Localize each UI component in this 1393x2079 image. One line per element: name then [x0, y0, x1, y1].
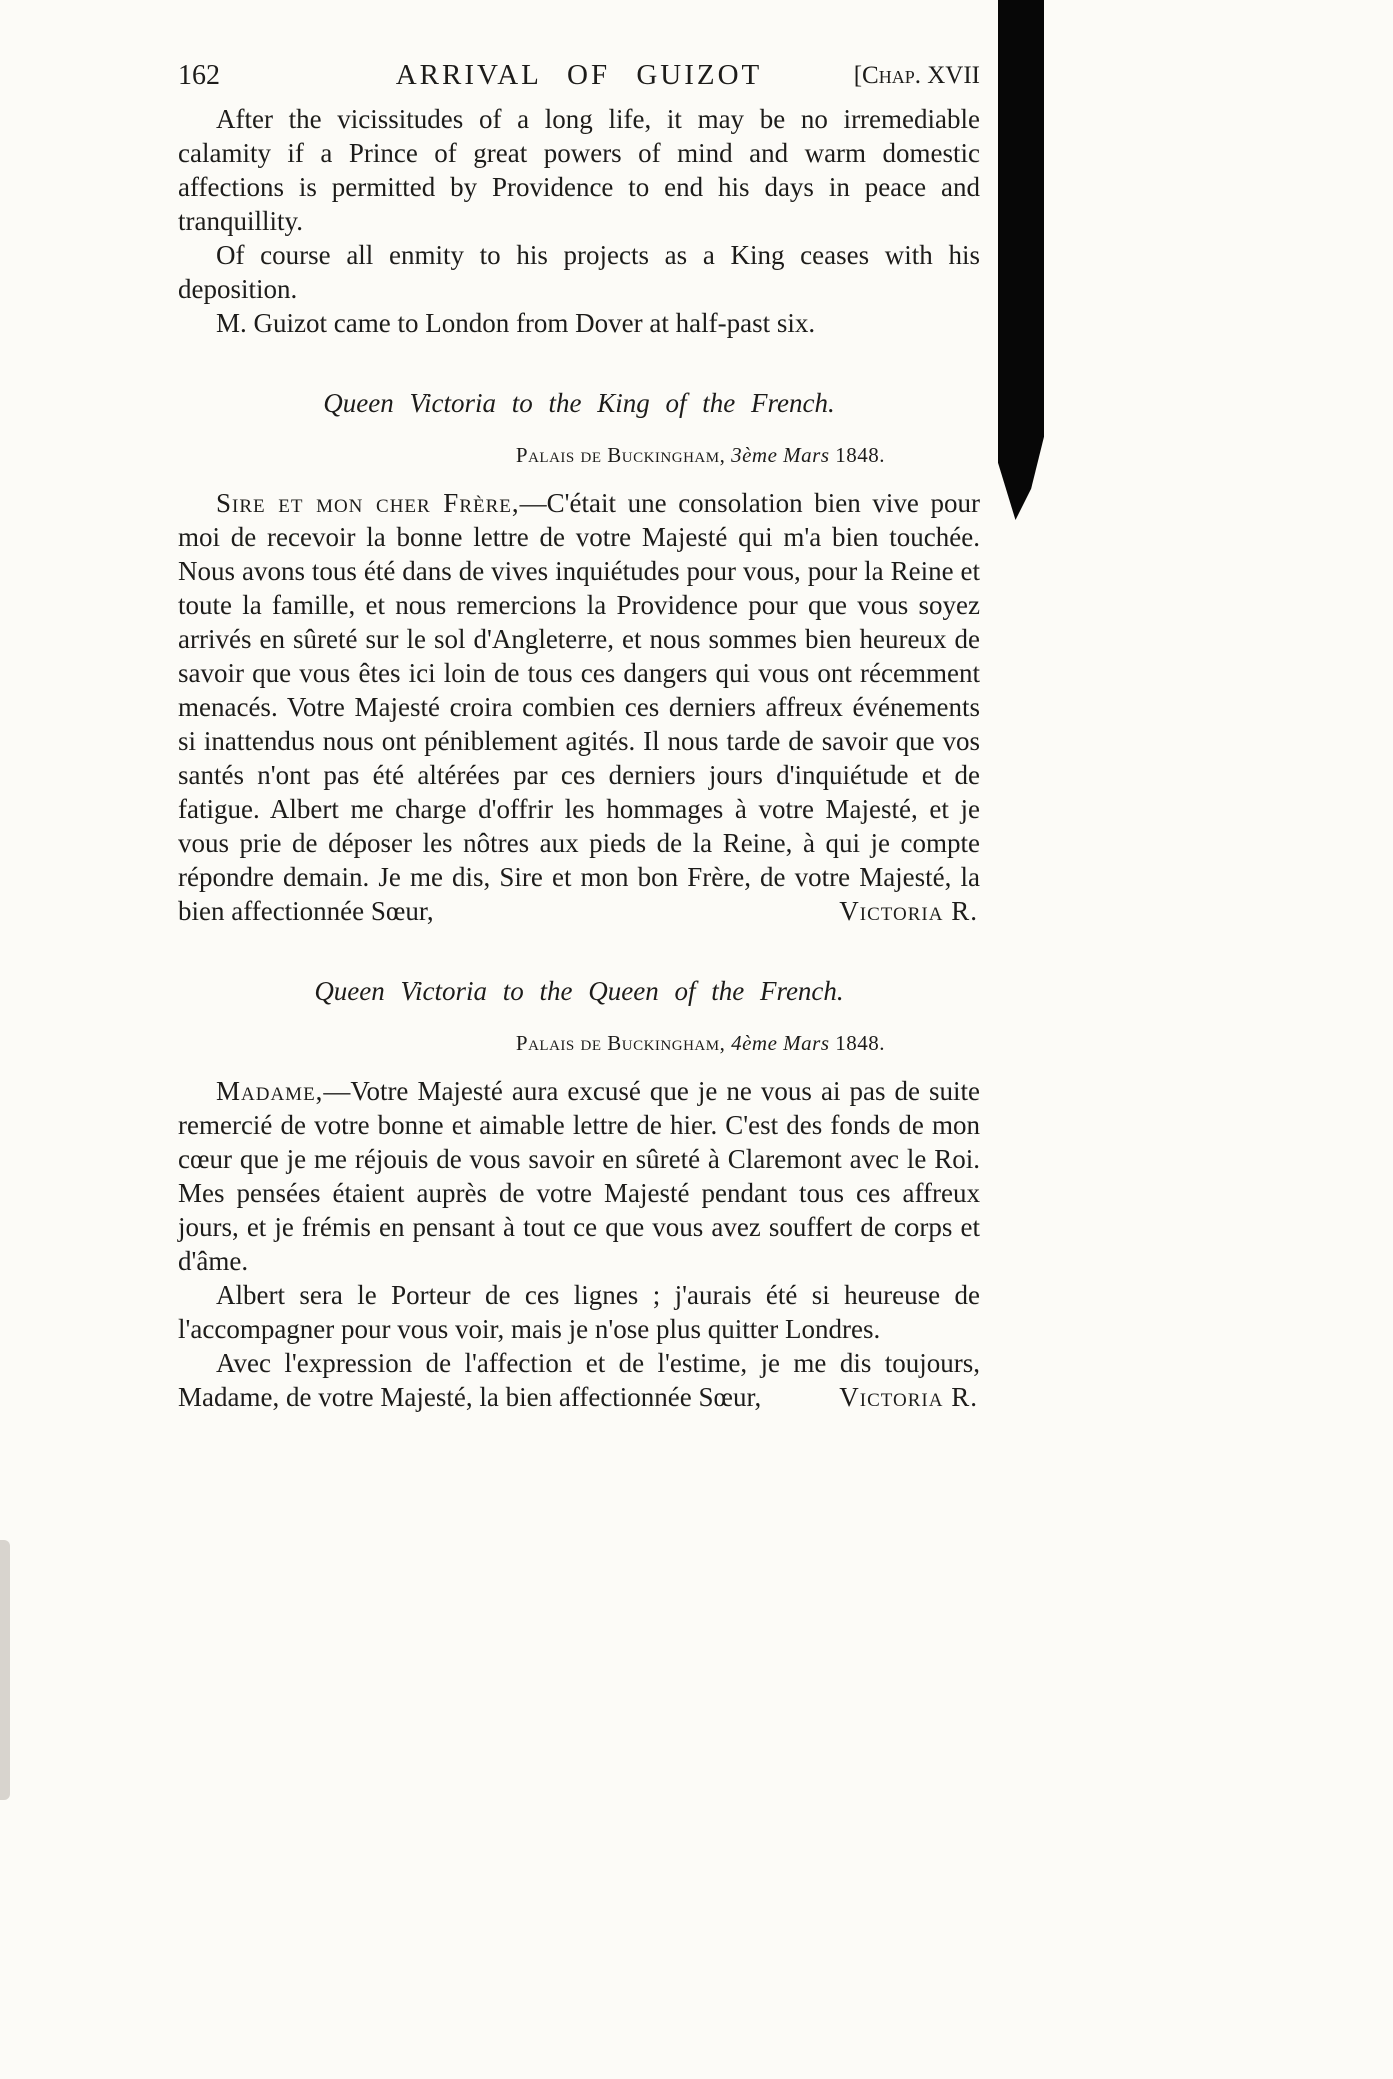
letter2-text-1: —Votre Majesté aura excusé que je ne vous ai pas de suite remercié de votre bonne et aimable lettre de hier. C'est des fonds de mon cœur que je me réjouis de vous savoir en sûreté à Claremont avec le Roi. Mes pensées étaient auprès de votre Majesté pendant tous ces affreux jours, et je frémis en pensant à tout ce que vous avez souffert de corps et d'âme. [178, 1076, 980, 1276]
letter1-heading: Queen Victoria to the King of the French. [323, 388, 835, 418]
letter1-dateline-date: 3ème Mars [731, 443, 830, 467]
letter2-paragraph-2: Albert sera le Porteur de ces lignes ; j'aurais été si heureuse de l'accompagner pour vous voir, mais je n'ose plus quitter Londres. [178, 1280, 980, 1344]
letter2-heading: Queen Victoria to the Queen of the French. [314, 976, 844, 1006]
letter1-signature: Victoria R. [839, 896, 978, 926]
letter1-dateline-year: 1848. [835, 443, 885, 467]
letter1-salutation: Sire et mon cher Frère, [216, 488, 520, 518]
intro-paragraph-2: Of course all enmity to his projects as a King ceases with his deposition. [178, 240, 980, 304]
letter1-text: —C'était une consolation bien vive pour moi de recevoir la bonne lettre de votre Majesté qui m'a bien touchée. Nous avons tous été dans de vives inquiétudes pour vous, pour la Reine et toute la famille, et nous remercions la Providence pour que vous soyez arrivés en sûreté sur le sol d'Angleterre, et nous sommes bien heureux de savoir que vous êtes ici loin de tous ces dangers qui vous ont récemment menacés. Votre Majesté croira combien ces derniers affreux événements si inattendus nous ont péniblement agités. Il nous tarde de savoir que vos santés n'ont pas été altérées par ces derniers jours d'inquiétude et de fatigue. Albert me charge d'offrir les hommages à votre Majesté, et je vous prie de déposer les nôtres aux pieds de la Reine, à qui je compte répondre demain. Je me dis, Sire et mon bon Frère, de votre Majesté, la bien affectionnée Sœur, [178, 488, 980, 926]
intro-paragraph-3: M. Guizot came to London from Dover at half-past six. [216, 308, 816, 338]
intro-paragraph-1: After the vicissitudes of a long life, it may be no irremediable calamity if a Prince of great powers of mind and warm domestic affections is permitted by Providence to end his days in peace and tranquillity. [178, 104, 980, 236]
binding-shadow [998, 0, 1044, 520]
letter1-body [178, 486, 980, 928]
letter1-dateline-place: Palais de Buckingham, [515, 443, 726, 467]
letter2-dateline-date: 4ème Mars [731, 1031, 830, 1055]
letter2-signature: Victoria R. [839, 1382, 978, 1412]
page-number: 162 [178, 60, 220, 91]
page-content [178, 50, 980, 1414]
letter2-text-3: Avec l'expression de l'affection et de l'estime, je me dis toujours, Madame, de votre Majesté, la bien affectionnée Sœur, [178, 1348, 980, 1412]
letter2-dateline-place: Palais de Buckingham, [515, 1031, 726, 1055]
running-title: ARRIVAL OF GUIZOT [395, 59, 763, 91]
page-header [178, 50, 980, 92]
letter1-dateline [178, 443, 980, 468]
letter2-salutation: Madame, [216, 1076, 324, 1106]
chapter-reference: [Chap. XVII [853, 62, 980, 89]
scan-edge-smudge [0, 1540, 10, 1800]
letter2-paragraph-1 [178, 1074, 980, 1278]
letter2-paragraph-3 [178, 1346, 980, 1414]
letter2-dateline-year: 1848. [835, 1031, 885, 1055]
letter2-dateline [178, 1031, 980, 1056]
